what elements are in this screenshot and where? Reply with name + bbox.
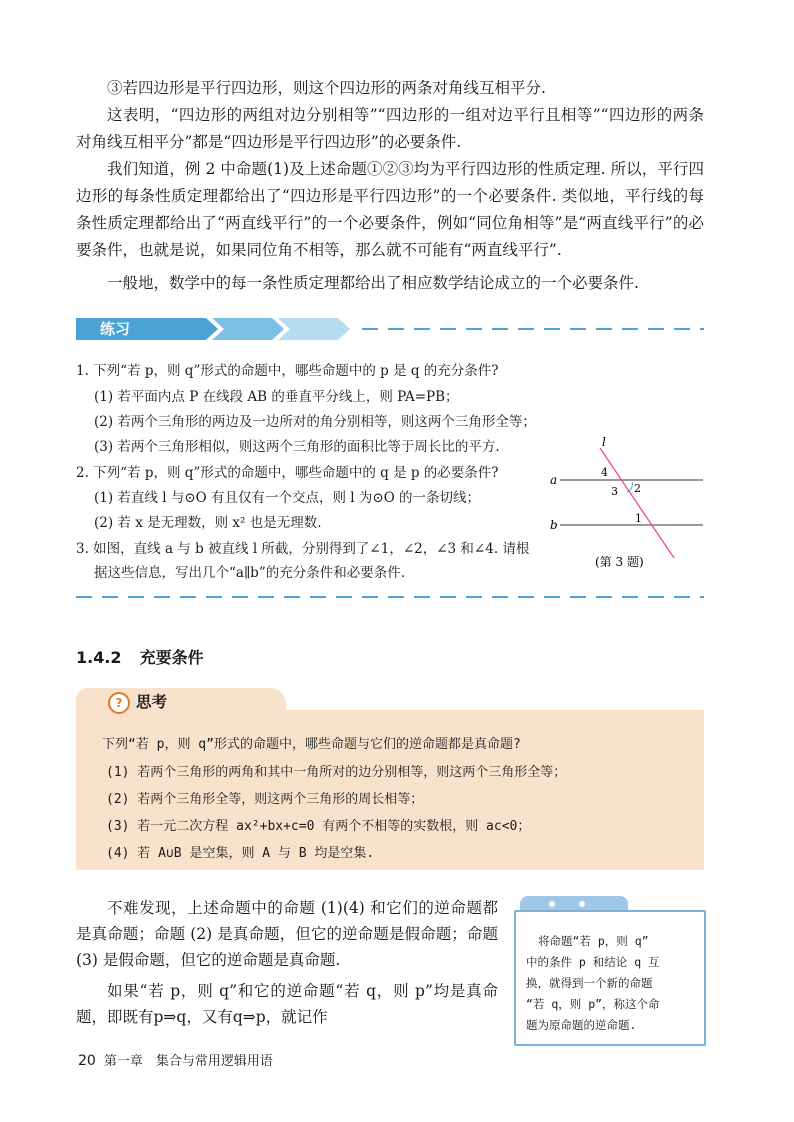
note-line-3: 换，就得到一个新的命题: [526, 976, 653, 990]
think-item-1: (1) 若两个三角形的两角和其中一角所对的边分别相等，则这两个三角形全等；: [106, 765, 567, 780]
exercise-1-item-2: (2) 若两个三角形的两边及一边所对的角分别相等，则这两个三角形全等；: [94, 414, 536, 430]
think-item-4: (4) 若 A∪B 是空集，则 A 与 B 均是空集.: [106, 846, 375, 861]
body-paragraph-2: 如果“若 p，则 q”和它的逆命题“若 q，则 p”均是真命题，即既有p⇒q，又有q⇒p，就记作: [76, 982, 498, 1026]
exercise-2-item-2: (2) 若 x 是无理数，则 x² 也是无理数.: [94, 515, 322, 531]
exercise-3-line-1: 3. 如图，直线 a 与 b 被直线 l 所截，分别得到了∠1，∠2，∠3 和∠4. 请根: [76, 541, 530, 557]
body-paragraph-1: 不难发现，上述命题中的命题 (1)(4) 和它们的逆命题都是真命题；命题 (2) 是真命题，但它的逆命题是假命题；命题 (3) 是假命题，但它的逆命题是真命题.: [76, 899, 498, 969]
label-b: b: [550, 518, 558, 532]
parallel-lines-figure: [548, 430, 708, 580]
figure-caption: (第 3 题): [595, 555, 644, 569]
angle-label-4: 4: [601, 466, 608, 479]
angle-marker-2: [627, 482, 632, 492]
exercise-2-prompt: 2. 下列“若 p，则 q”形式的命题中，哪些命题中的 q 是 p 的必要条件?: [76, 465, 499, 481]
note-dot-icon: [549, 901, 555, 907]
intro-line-1: ③若四边形是平行四边形，则这个四边形的两条对角线互相平分.: [107, 79, 546, 97]
intro-paragraph-2: 我们知道，例 2 中命题(1)及上述命题①②③均为平行四边形的性质定理. 所以，平行四边形的每条性质定理都给出了“四边形是平行四边形”的一个必要条件. 类似地，平行线的每条性质定理都给出了“两直线平行”的一个必要条件，例如“同位角相等”是“两直线平行”的必要条件，也就是说，如果同位角不相等，那么就不可能有“两直线平行”.: [76, 160, 704, 259]
think-item-3: (3) 若一元二次方程 ax²+bx+c=0 有两个不相等的实数根，则 ac<0；: [106, 819, 531, 834]
exercise-1-prompt: 1. 下列“若 p，则 q”形式的命题中，哪些命题中的 p 是 q 的充分条件?: [76, 363, 499, 379]
angle-label-2: 2: [634, 482, 641, 495]
think-item-2: (2) 若两个三角形全等，则这两个三角形的周长相等；: [106, 792, 424, 807]
section-title: 充要条件: [139, 648, 204, 667]
practice-label: 练习: [100, 320, 131, 338]
exercise-1-item-1: (1) 若平面内点 P 在线段 AB 的垂直平分线上，则 PA=PB；: [94, 389, 459, 405]
page-footer: [78, 1050, 273, 1069]
note-line-5: 题为原命题的逆命题.: [526, 1018, 637, 1032]
practice-top-rule: [362, 328, 704, 330]
note-line-2: 中的条件 p 和结论 q 互: [526, 955, 660, 969]
practice-bottom-rule: [76, 596, 704, 598]
label-l: l: [602, 435, 606, 449]
chapter-title: 第一章 集合与常用逻辑用语: [103, 1054, 273, 1069]
label-a: a: [550, 473, 558, 487]
line-l: [600, 448, 674, 558]
exercise-3-line-2: 据这些信息，写出几个“a∥b”的充分条件和必要条件.: [94, 565, 406, 581]
page-number: 20: [78, 1053, 96, 1069]
think-prompt: 下列“若 p，则 q”形式的命题中，哪些命题与它们的逆命题都是真命题?: [102, 737, 521, 752]
section-heading: [76, 645, 204, 668]
think-title: 思考: [136, 693, 168, 711]
intro-paragraph-3: 一般地，数学中的每一条性质定理都给出了相应数学结论成立的一个必要条件.: [107, 274, 639, 292]
section-number: 1.4.2: [76, 648, 122, 667]
angle-label-1: 1: [635, 512, 642, 525]
exercise-1-item-3: (3) 若两个三角形相似，则这两个三角形的面积比等于周长比的平方.: [94, 439, 500, 455]
question-icon: ?: [108, 692, 130, 714]
note-line-4: “若 q，则 p”，称这个命: [526, 997, 660, 1011]
angle-label-3: 3: [611, 485, 618, 498]
intro-paragraph-1: 这表明，“四边形的两组对边分别相等”“四边形的一组对边平行且相等”“四边形的两条对角线互相平分”都是“四边形是平行四边形”的必要条件.: [76, 106, 704, 151]
note-line-1: 将命题“若 p，则 q”: [538, 934, 649, 948]
note-dot-icon: [579, 901, 585, 907]
exercise-2-item-1: (1) 若直线 l 与⊙O 有且仅有一个交点，则 l 为⊙O 的一条切线；: [94, 490, 481, 506]
